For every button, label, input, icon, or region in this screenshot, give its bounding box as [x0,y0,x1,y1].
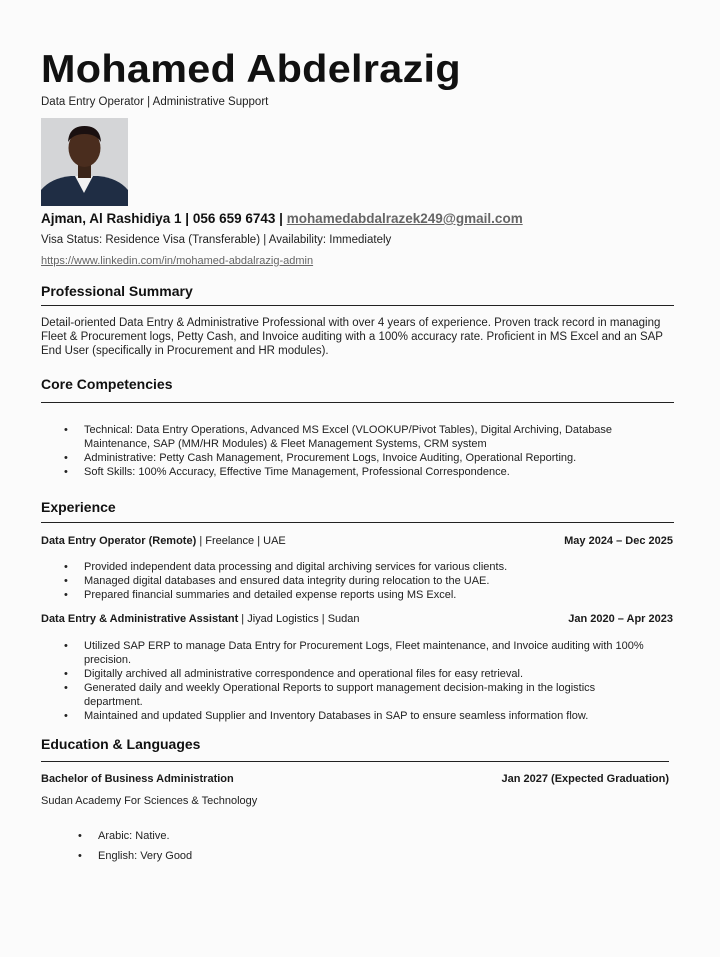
degree-title: Bachelor of Business Administration [41,773,234,785]
job-role-line [41,535,286,547]
competencies-divider [41,402,674,403]
experience-heading: Experience [41,499,116,515]
job-header [41,613,673,625]
education-divider [41,761,669,762]
profile-photo [41,118,128,206]
contact-line [41,211,523,226]
summary-heading: Professional Summary [41,283,193,299]
profile-photo-image [41,118,128,206]
job-role-line [41,613,360,625]
degree-line [41,773,669,785]
list-item: • Generated daily and weekly Operational Reports to support management decision-making in the logistics department. [62,681,652,709]
list-item: • Arabic: Native. [76,826,376,846]
summary-text: Detail-oriented Data Entry & Administrative Professional with over 4 years of experience. Proven track record in managing Fleet & Procurement logs, Petty Cash, and Invoice auditing with a 100% accuracy rate. Proficient in MS Excel and an SAP End User (specifically in Procurement and HR modules). [41,317,663,357]
candidate-name: Mohamed Abdelrazig [41,48,461,91]
job-company: | Freelance | UAE [196,535,286,547]
list-item: • Maintained and updated Supplier and Inventory Databases in SAP to ensure seamless information flow. [62,709,652,723]
job-bullets [62,639,652,723]
email-link[interactable]: mohamedabdalrazek249@gmail.com [286,211,523,226]
list-item: • Provided independent data processing and digital archiving services for various clients. [62,560,662,574]
job-bullets [62,560,662,602]
job-dates: May 2024 – Dec 2025 [564,535,673,547]
summary-divider [41,305,674,306]
linkedin-link[interactable]: https://www.linkedin.com/in/mohamed-abdalrazig-admin [41,255,314,267]
list-item: • English: Very Good [76,846,376,866]
job-dates: Jan 2020 – Apr 2023 [568,613,673,625]
degree-dates: Jan 2027 (Expected Graduation) [501,773,669,785]
competencies-heading: Core Competencies [41,376,173,392]
list-item: • Administrative: Petty Cash Management, Procurement Logs, Invoice Auditing, Operational Reporting. [62,451,662,465]
job-role: Data Entry & Administrative Assistant [41,613,239,625]
visa-availability: Visa Status: Residence Visa (Transferable) | Availability: Immediately [41,234,392,246]
experience-divider [41,522,674,523]
list-item: • Digitally archived all administrative correspondence and operational files for easy retrieval. [62,667,652,681]
job-company: | Jiyad Logistics | Sudan [238,613,360,625]
job-role: Data Entry Operator (Remote) [41,535,197,547]
address-phone: Ajman, Al Rashidiya 1 | 056 659 6743 | [41,211,287,226]
job-title: Data Entry Operator | Administrative Support [41,96,269,108]
list-item: • Soft Skills: 100% Accuracy, Effective Time Management, Professional Correspondence. [62,465,662,479]
list-item: • Utilized SAP ERP to manage Data Entry for Procurement Logs, Fleet maintenance, and Invoice auditing with 100% precision. [62,639,652,667]
list-item: • Managed digital databases and ensured data integrity during relocation to the UAE. [62,574,662,588]
list-item: • Technical: Data Entry Operations, Advanced MS Excel (VLOOKUP/Pivot Tables), Digital Archiving, Database Maintenance, SAP (MM/HR Modules) & Fleet Management Systems, CRM system [62,423,662,451]
education-heading: Education & Languages [41,736,201,752]
school-name: Sudan Academy For Sciences & Technology [41,795,258,807]
languages-list [76,826,376,866]
job-header [41,535,673,547]
competencies-list [62,423,662,479]
list-item: • Prepared financial summaries and detailed expense reports using MS Excel. [62,588,662,602]
